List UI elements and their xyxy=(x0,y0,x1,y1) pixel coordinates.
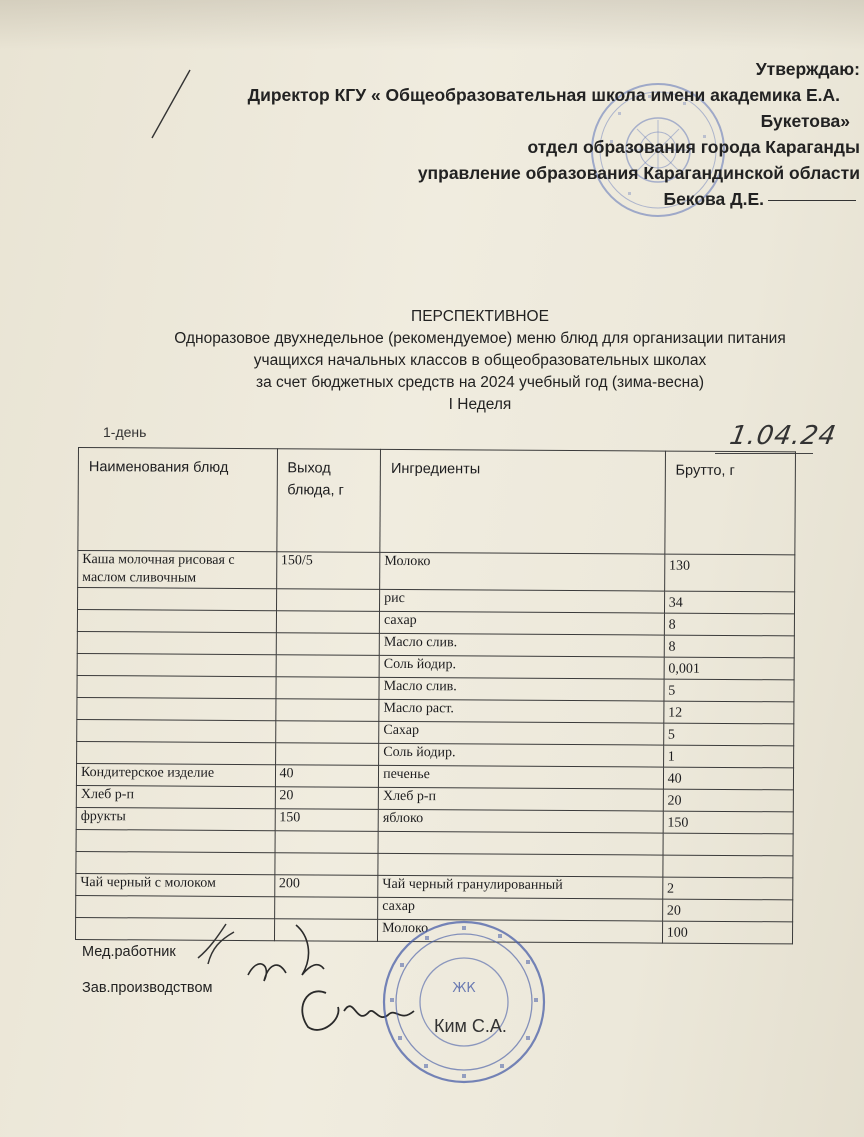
cell-portion xyxy=(275,831,379,854)
approval-signature-icon xyxy=(140,66,200,146)
cell-dish xyxy=(77,741,276,764)
approval-block xyxy=(160,56,860,212)
cell-gross: 100 xyxy=(662,921,792,944)
cell-dish xyxy=(77,719,276,742)
cell-dish xyxy=(77,610,276,633)
cell-dish: Чай черный с молоком xyxy=(76,873,275,896)
table-header-row xyxy=(78,448,796,555)
header-ingredients: Ингредиенты xyxy=(380,449,665,554)
cell-portion xyxy=(275,699,379,722)
cell-portion: 200 xyxy=(274,875,378,898)
cell-ingredient xyxy=(378,853,663,877)
cell-portion xyxy=(275,721,379,744)
department-line: отдел образования города Караганды xyxy=(527,137,860,157)
cell-ingredient xyxy=(378,831,663,855)
signature-underline xyxy=(768,200,856,201)
production-head-name: Ким С.А. xyxy=(434,1016,507,1036)
cell-portion xyxy=(276,589,380,612)
cell-gross: 130 xyxy=(664,554,795,592)
cell-ingredient: Сахар xyxy=(379,721,664,745)
cell-portion: 150 xyxy=(275,809,379,832)
header-dish-name: Наименования блюд xyxy=(78,448,277,552)
cell-ingredient: Молоко xyxy=(380,552,665,591)
cell-gross: 150 xyxy=(663,811,793,834)
header-portion: Выход блюда, г xyxy=(276,449,380,553)
cell-portion: 40 xyxy=(275,765,379,788)
cell-gross: 40 xyxy=(663,767,793,790)
cell-ingredient: яблоко xyxy=(378,809,663,833)
cell-ingredient: Молоко xyxy=(378,919,663,943)
cell-gross: 5 xyxy=(664,679,794,702)
cell-ingredient: сахар xyxy=(378,897,663,921)
signatory-line xyxy=(160,186,856,212)
cell-dish xyxy=(76,829,275,852)
cell-dish xyxy=(76,851,275,874)
day-label: 1-день xyxy=(103,424,147,440)
cell-portion xyxy=(274,853,378,876)
cell-ingredient: рис xyxy=(380,589,665,613)
cell-dish: Хлеб р-п xyxy=(76,785,275,808)
cell-portion xyxy=(275,743,379,766)
cell-ingredient: печенье xyxy=(379,765,664,789)
cell-gross xyxy=(663,833,793,856)
cell-dish xyxy=(77,653,276,676)
cell-ingredient: Соль йодир. xyxy=(379,743,664,767)
svg-text:ЖК: ЖК xyxy=(452,981,476,996)
director-line: Директор КГУ « Общеобразовательная школа имени академика Е.А. xyxy=(247,85,840,105)
cell-gross: 1 xyxy=(663,745,793,768)
cell-ingredient: Чай черный гранулированный xyxy=(378,875,663,899)
cell-dish xyxy=(78,588,277,611)
table-row xyxy=(78,551,795,592)
cell-dish xyxy=(77,697,276,720)
cell-ingredient: Масло раст. xyxy=(379,699,664,723)
cell-gross: 8 xyxy=(664,613,794,636)
cell-ingredient: сахар xyxy=(379,611,664,635)
cell-gross: 8 xyxy=(664,635,794,658)
title-line-2: Одноразовое двухнедельное (рекомендуемое) меню блюд для организации питания xyxy=(174,330,786,347)
header-gross-weight: Брутто, г xyxy=(665,451,796,555)
cell-portion xyxy=(276,633,380,656)
cell-dish: фрукты xyxy=(76,807,275,830)
menu-table xyxy=(75,447,796,944)
cell-gross: 12 xyxy=(664,701,794,724)
title-line-5: I Неделя xyxy=(448,396,512,413)
handwritten-date: 1.04.24 xyxy=(727,421,839,451)
title-line-3: учащихся начальных классов в общеобразовательных школах xyxy=(253,352,707,369)
med-worker-label: Мед.работник xyxy=(82,944,176,960)
cell-ingredient: Хлеб р-п xyxy=(378,787,663,811)
cell-dish: Каша молочная рисовая с маслом сливочным xyxy=(78,551,277,589)
cell-gross xyxy=(663,855,793,878)
cell-gross: 20 xyxy=(662,899,792,922)
cell-gross: 2 xyxy=(662,877,792,900)
cell-gross: 0,001 xyxy=(664,657,794,680)
table-body xyxy=(75,551,794,944)
school-name-end: Букетова» xyxy=(760,111,850,131)
cell-portion: 150/5 xyxy=(276,552,380,590)
official-seal-bottom xyxy=(380,918,548,1086)
production-head-label: Зав.производством xyxy=(82,980,213,996)
approve-label: Утверждаю: xyxy=(755,59,860,79)
document-title xyxy=(90,306,864,416)
cell-dish xyxy=(77,675,276,698)
cell-ingredient: Масло слив. xyxy=(379,633,664,657)
top-shadow xyxy=(0,0,864,50)
cell-dish xyxy=(77,631,276,654)
cell-ingredient: Масло слив. xyxy=(379,677,664,701)
cell-gross: 5 xyxy=(663,723,793,746)
cell-portion: 20 xyxy=(275,787,379,810)
cell-gross: 20 xyxy=(663,789,793,812)
administration-line: управление образования Карагандинской области xyxy=(417,163,860,183)
cell-ingredient: Соль йодир. xyxy=(379,655,664,679)
cell-dish: Кондитерское изделие xyxy=(76,763,275,786)
signatory-name: Бекова Д.Е. xyxy=(663,189,764,209)
cell-portion xyxy=(276,655,380,678)
cell-gross: 34 xyxy=(664,591,794,614)
cell-portion xyxy=(276,611,380,634)
cell-portion xyxy=(275,677,379,700)
title-line-4: за счет бюджетных средств на 2024 учебный год (зима-весна) xyxy=(256,374,704,391)
title-line-1: ПЕРСПЕКТИВНОЕ xyxy=(411,308,549,325)
